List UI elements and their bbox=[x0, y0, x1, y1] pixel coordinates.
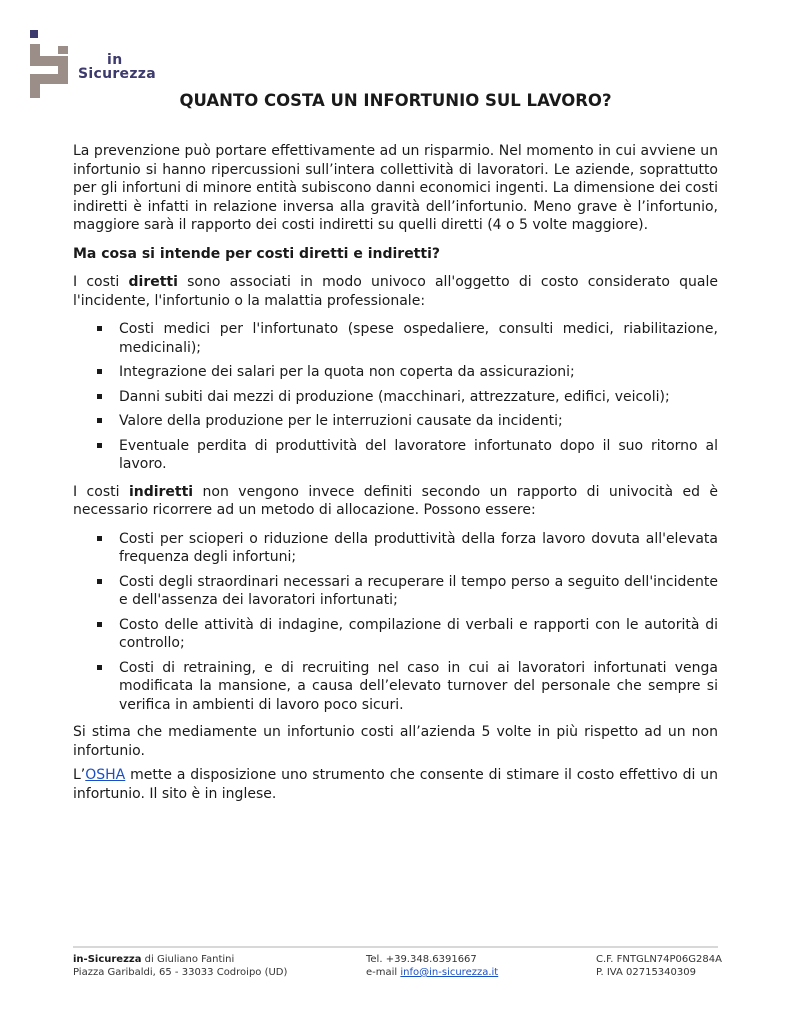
direct-costs-list bbox=[73, 320, 718, 474]
footer-cf: C.F. FNTGLN74P06G284A bbox=[596, 954, 722, 965]
direct-suffix: sono associati in modo univoco all'oggetto di costo considerato quale l'incidente, l'infortunio o la malattia professionale: bbox=[73, 274, 719, 309]
indirect-suffix: non vengono invece definiti secondo un rapporto di univocità ed è necessario ricorrere ad un metodo di allocazione. Possono essere: bbox=[73, 483, 718, 518]
bullet-icon bbox=[97, 579, 102, 584]
list-item bbox=[119, 388, 718, 407]
direct-bold: diretti bbox=[128, 274, 178, 290]
bullet-icon bbox=[97, 665, 102, 670]
bullet-icon bbox=[97, 622, 102, 627]
footer-tax bbox=[596, 953, 722, 979]
list-item-text: Eventuale perdita di produttività del lavoratore infortunato dopo il suo ritorno al lavoro. bbox=[119, 437, 718, 472]
footer-email-link[interactable]: info@in-sicurezza.it bbox=[400, 967, 499, 978]
list-item bbox=[119, 320, 718, 357]
footer-company-owner: di Giuliano Fantini bbox=[141, 954, 235, 965]
bullet-icon bbox=[97, 418, 102, 423]
estimate-paragraph: Si stima che mediamente un infortunio costi all’azienda 5 volte in più rispetto ad un non infortunio. bbox=[73, 724, 718, 759]
indirect-costs-list bbox=[73, 530, 718, 715]
osha-link[interactable]: OSHA bbox=[85, 767, 126, 783]
list-item bbox=[119, 412, 718, 431]
list-item-text: Costi di retraining, e di recruiting nel caso in cui ai lavoratori infortunati venga modificata la mansione, a causa dell’elevato turnover del personale che sempre si verifica in ambienti di lavoro poco sicuri. bbox=[119, 659, 718, 713]
bullet-icon bbox=[97, 326, 102, 331]
list-item-text: Integrazione dei salari per la quota non coperta da assicurazioni; bbox=[119, 364, 575, 380]
list-item-text: Danni subiti dai mezzi di produzione (macchinari, attrezzature, edifici, veicoli); bbox=[119, 388, 670, 405]
list-item bbox=[119, 616, 718, 653]
bullet-icon bbox=[97, 536, 102, 541]
osha-prefix: L’ bbox=[73, 767, 86, 783]
indirect-prefix: I costi bbox=[73, 483, 129, 500]
list-item bbox=[119, 437, 718, 474]
bullet-icon bbox=[97, 369, 102, 374]
footer-phone: Tel. +39.348.6391667 bbox=[366, 954, 477, 965]
section-subheading: Ma cosa si intende per costi diretti e indiretti? bbox=[73, 245, 440, 262]
logo-mark-icon bbox=[30, 30, 78, 100]
indirect-bold: indiretti bbox=[128, 483, 194, 500]
osha-paragraph bbox=[73, 766, 718, 803]
list-item-text: Costi degli straordinari necessari a recuperare il tempo perso a seguito dell'incidente e dell'assenza dei lavoratori infortunati; bbox=[119, 573, 718, 608]
direct-prefix: I costi bbox=[73, 274, 129, 290]
intro-paragraph: La prevenzione può portare effettivamente ad un risparmio. Nel momento in cui avviene un infortunio si hanno ripercussioni sull’intera collettività di lavoratori. Le aziende, soprattutto per gli infortuni di minore entità subiscono danni economici ingenti. La dimensione dei costi indiretti è infatti in relazione inversa alla gravità dell’infortunio. Meno grave è l’infortunio, maggiore sarà il rapporto dei costi indiretti su quelli diretti (4 o 5 volte maggiore). bbox=[73, 143, 718, 233]
list-item-text: Valore della produzione per le interruzioni causate da incidenti; bbox=[119, 413, 563, 429]
footer-piva: P. IVA 02715340309 bbox=[596, 967, 696, 978]
osha-suffix: mette a disposizione uno strumento che consente di stimare il costo effettivo di un infortunio. Il sito è in inglese. bbox=[73, 767, 718, 802]
footer-address: Piazza Garibaldi, 65 - 33033 Codroipo (UD) bbox=[73, 967, 288, 978]
list-item-text: Costo delle attività di indagine, compilazione di verbali e rapporti con le autorità di controllo; bbox=[119, 616, 718, 651]
footer-company-name: in-Sicurezza bbox=[73, 954, 142, 965]
document-body bbox=[73, 142, 718, 803]
indirect-costs-paragraph bbox=[73, 483, 718, 520]
list-item bbox=[119, 530, 718, 567]
footer-email-prefix: e-mail bbox=[366, 967, 401, 978]
footer-company bbox=[73, 953, 287, 979]
list-item-text: Costi per scioperi o riduzione della produttività della forza lavoro dovuta all'elevata frequenza degli infortuni; bbox=[119, 530, 718, 565]
footer-company-line bbox=[73, 953, 287, 966]
logo-text-name: Sicurezza bbox=[78, 66, 156, 82]
footer-email-line bbox=[366, 966, 498, 979]
list-item bbox=[119, 363, 718, 382]
bullet-icon bbox=[97, 394, 102, 399]
footer-contacts bbox=[366, 953, 498, 979]
direct-costs-paragraph bbox=[73, 273, 718, 310]
logo-text-in: in bbox=[107, 52, 123, 68]
company-logo bbox=[30, 30, 160, 100]
footer-divider bbox=[73, 946, 718, 948]
list-item bbox=[119, 573, 718, 610]
bullet-icon bbox=[97, 443, 102, 448]
list-item bbox=[119, 659, 718, 715]
list-item-text: Costi medici per l'infortunato (spese ospedaliere, consulti medici, riabilitazione, medicinali); bbox=[119, 321, 718, 356]
page-title: QUANTO COSTA UN INFORTUNIO SUL LAVORO? bbox=[179, 91, 612, 110]
